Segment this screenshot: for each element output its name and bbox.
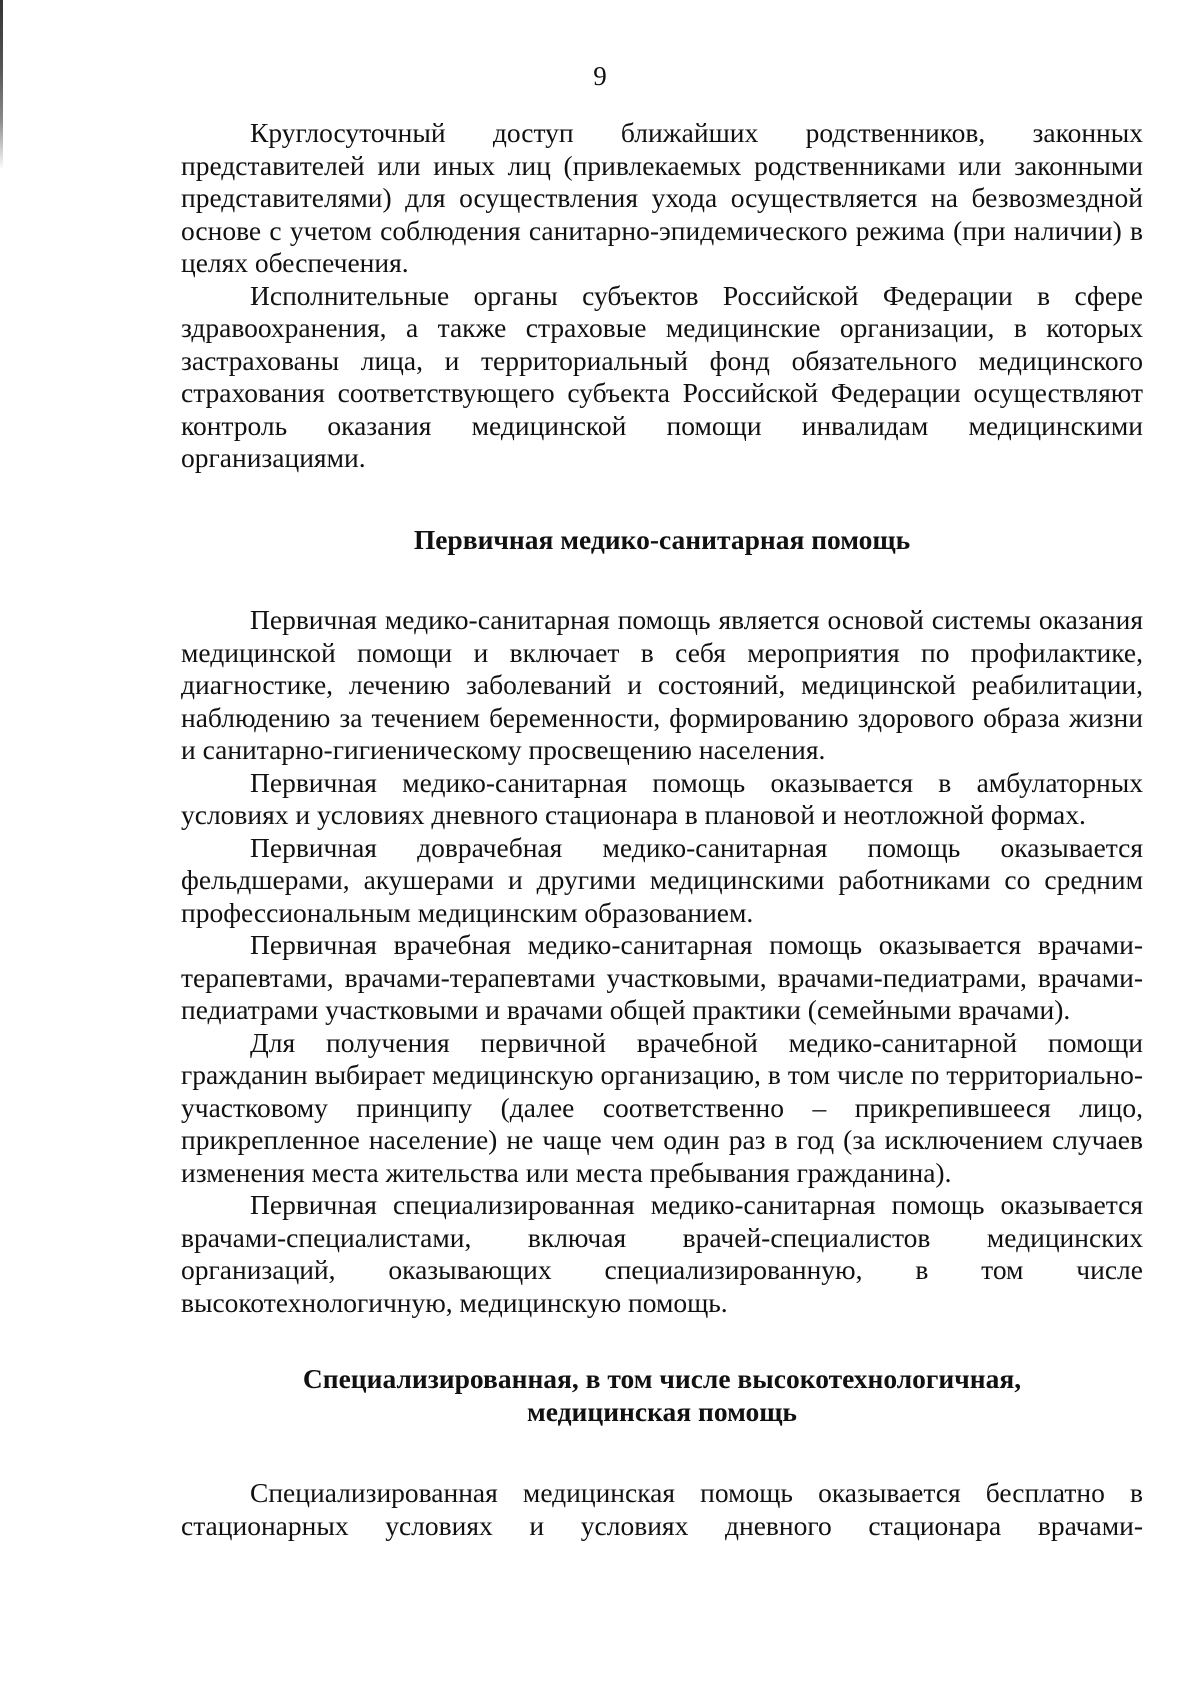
page-number: 9 (593, 61, 607, 91)
primary-care-section (181, 604, 1143, 1319)
paragraph-specialized-primary-care: Первичная специализированная медико-санитарная помощь оказывается врачами-специалистами, включая врачей-специалистов медицинских организаций, оказывающих специализированную, в том числе высокотехнологичную, медицинскую помощь. (181, 1189, 1143, 1318)
paragraph-specialized-care-start: Специализированная медицинская помощь оказывается бесплатно в стационарных условиях и условиях дневного стационара врачами- (181, 1477, 1143, 1541)
section-heading-line-1: Специализированная, в том числе высокотехнологичная, (302, 1363, 1022, 1394)
paragraph-choice-of-organization: Для получения первичной врачебной медико-санитарной помощи гражданин выбирает медицинскую организацию, в том числе по территориально-участковому принципу (далее соответственно – прикрепившееся лицо, прикрепленное население) не чаще чем один раз в год (за исключением случаев изменения места жительства или места пребывания гражданина). (181, 1026, 1143, 1188)
paragraph-primary-care-definition: Первичная медико-санитарная помощь является основой системы оказания медицинской помощи и включает в себя мероприятия по профилактике, диагностике, лечению заболеваний и состояний, медицинской реабилитации, наблюдению за течением беременности, формированию здорового образа жизни и санитарно-гигиеническому просвещению населения. (181, 604, 1143, 765)
section-heading-primary-care: Первичная медико-санитарная помощь (413, 523, 911, 555)
paragraph-executive-bodies-control: Исполнительные органы субъектов Российской Федерации в сфере здравоохранения, а также страховые медицинские организации, в которых застрахованы лица, и территориальный фонд обязательного медицинского страхования соответствующего субъекта Российской Федерации осуществляют контроль оказания медицинской помощи инвалидам медицинскими организациями. (181, 279, 1143, 473)
document-body (181, 117, 1143, 1542)
specialized-care-section (181, 1477, 1143, 1542)
section-heading-line-2: медицинская помощь (527, 1395, 797, 1427)
paragraph-round-the-clock-access: Круглосуточный доступ ближайших родственников, законных представителей или иных лиц (привлекаемых родственниками или законными представителями) для осуществления ухода осуществляется на безвозмездной основе с учетом соблюдения санитарно-эпидемического режима (при наличии) в целях обеспечения. (181, 117, 1143, 278)
section-heading-specialized-care (181, 1363, 1143, 1428)
paragraph-physician-care: Первичная врачебная медико-санитарная помощь оказывается врачами-терапевтами, врачами-терапевтами участковыми, врачами-педиатрами, врачами-педиатрами участковыми и врачами общей практики (семейными врачами). (181, 929, 1143, 1025)
paragraph-primary-care-conditions: Первичная медико-санитарная помощь оказывается в амбулаторных условиях и условиях дневного стационара в плановой и неотложной формах. (181, 766, 1143, 830)
paragraph-pre-medical-care: Первичная доврачебная медико-санитарная помощь оказывается фельдшерами, акушерами и другими медицинскими работниками со средним профессиональным медицинским образованием. (181, 831, 1143, 928)
